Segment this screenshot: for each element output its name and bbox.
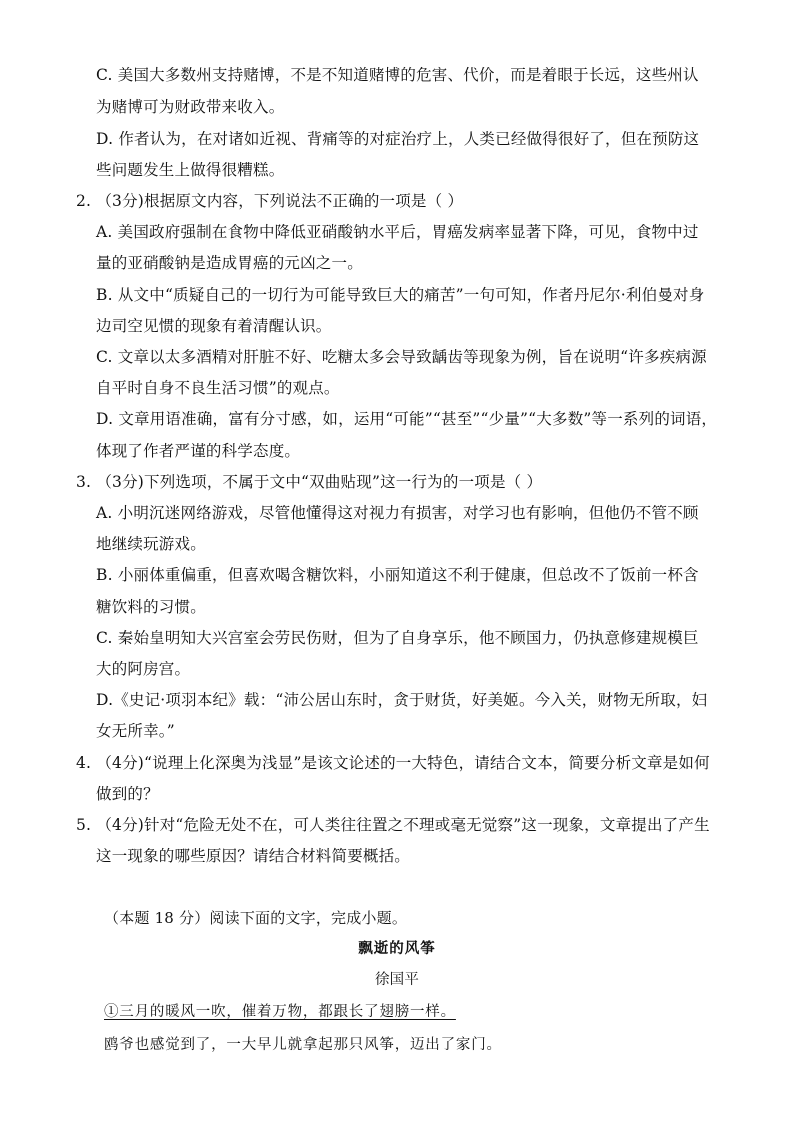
section-intro: （本题 18 分）阅读下面的文字，完成小题。 xyxy=(104,909,408,927)
q3-option-a-line1: A. 小明沉迷网络游戏，尽管他懂得这对视力有损害，对学习也有影响，但他仍不管不顾 xyxy=(96,504,699,522)
q2-option-c-line2: 自平时自身不良生活习惯”的观点。 xyxy=(96,379,340,397)
q3-option-d-line2: 女无所幸。” xyxy=(96,722,175,740)
q2-option-d-line2: 体现了作者严谨的科学态度。 xyxy=(96,442,301,460)
q5-line1: 5. （4分)针对“危险无处不在，可人类往往置之不理或毫无觉察”这一现象，文章提出了产生 xyxy=(76,816,710,834)
q3-option-a-line2: 地继续玩游戏。 xyxy=(96,535,206,553)
q4-line1: 4. （4分)“说理上化深奥为浅显”是该文论述的一大特色，请结合文本，简要分析文章是如何 xyxy=(76,754,710,772)
q2-option-a-line2: 量的亚硝酸钠是造成胃癌的元凶之一。 xyxy=(96,254,363,272)
q1-option-c-line2: 为赌博可为财政带来收入。 xyxy=(96,98,285,116)
q3-option-c-line2: 大的阿房宫。 xyxy=(96,660,191,678)
q2-option-c-line1: C. 文章以太多酒精对肝脏不好、吃糖太多会导致龋齿等现象为例，旨在说明“许多疾病源 xyxy=(96,348,707,366)
q3-stem: 3. （3分)下列选项，不属于文中“双曲贴现”这一行为的一项是（ ） xyxy=(76,473,543,491)
q3-option-b-line2: 糖饮料的习惯。 xyxy=(96,598,206,616)
q2-option-d-line1: D. 文章用语准确，富有分寸感，如，运用“可能”“甚至”“少量”“大多数”等一系列的词语， xyxy=(96,410,718,428)
q1-option-c-line1: C. 美国大多数州支持赌博，不是不知道赌博的危害、代价，而是着眼于长远，这些州认 xyxy=(96,66,699,84)
q3-option-d-line1: D.《史记·项羽本纪》载：“沛公居山东时，贪于财货，好美姬。今入关，财物无所取，妇 xyxy=(96,691,708,709)
q4-line2: 做到的？ xyxy=(96,785,159,803)
q5-line2: 这一现象的哪些原因？请结合材料简要概括。 xyxy=(96,847,411,865)
story-paragraph-1: ①三月的暖风一吹，催着万物，都跟长了翅膀一样。 xyxy=(104,1004,456,1020)
q1-option-d-line2: 些问题发生上做得很糟糕。 xyxy=(96,161,285,179)
story-title: 飘逝的风筝 xyxy=(358,940,436,957)
q2-option-a-line1: A. 美国政府强制在食物中降低亚硝酸钠水平后，胃癌发病率显著下降，可见，食物中过 xyxy=(96,223,699,241)
q3-option-b-line1: B. 小丽体重偏重，但喜欢喝含糖饮料，小丽知道这不利于健康，但总改不了饭前一杯含 xyxy=(96,566,699,584)
q1-option-d-line1: D. 作者认为，在对诸如近视、背痛等的对症治疗上，人类已经做得很好了，但在预防这 xyxy=(96,130,700,148)
story-paragraph-2: 鸥爷也感觉到了，一大早儿就拿起那只风筝，迈出了家门。 xyxy=(104,1037,502,1053)
q2-stem: 2. （3分)根据原文内容，下列说法不正确的一项是（ ） xyxy=(76,192,464,210)
q3-option-c-line1: C. 秦始皇明知大兴宫室会劳民伤财，但为了自身享乐，他不顾国力，仍执意修建规模巨 xyxy=(96,629,699,647)
q2-option-b-line1: B. 从文中“质疑自己的一切行为可能导致巨大的痛苦”一句可知，作者丹尼尔·利伯曼对身 xyxy=(96,286,705,304)
q2-option-b-line2: 边司空见惯的现象有着清醒认识。 xyxy=(96,317,332,335)
story-author: 徐国平 xyxy=(374,972,420,988)
